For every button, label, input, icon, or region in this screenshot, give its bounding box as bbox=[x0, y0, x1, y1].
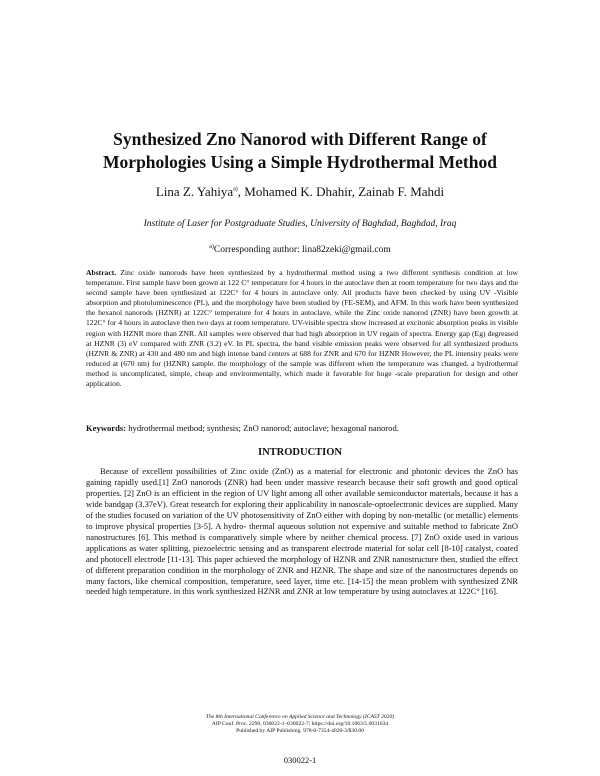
title-line-1: Synthesized Zno Nanorod with Different Range of bbox=[113, 129, 487, 149]
keywords-text: hydrothermal method; synthesis; ZnO nanorod; autoclave; hexagonal nanorod. bbox=[126, 423, 399, 433]
corr-marker: a) bbox=[209, 243, 214, 250]
abstract-text: Zinc oxide nanorods have been synthesized by a hydrothermal method using a two different synthesis condition at low temperature. First sample have been grown at 122 C° temperature for 4 hours in the autoclave then at room temperature for two days and the second sample have been synthesized at 122C° for 4 hours in autoclave only. All products have been checked by using UV -Visible absorption and photoluminescence (PL), and the morphology have been studied by (FE-SEM), and AFM. In this work have been synthesized the hexanol nanorods (HZNR) at 122C° temperature for 4 hours in autoclave, while the Zinc oxide nanorod (ZNR) have been growth at 122C° for 4 hours in autoclave then two days at room temperature. UV-visible spectra show increased at excitonic absorption peaks in visible region with HZNR more than ZNR. All samples were observed that had high absorption in UV regain of spectra. Energy gap (Eg) degreased at HZNR (3) eV compared with ZNR (3.2) eV. In PL spectra, the band visible emission peaks were observed for all synthesized products (HZNR & ZNR) at 430 and 480 nm and high intense band centers at 688 for ZNR and 670 for HZNR However, the PL intensity peaks were reduced at (670 nm) for (HZNR) sample. the morphology of the sample was different when the temperature was changed. a hydrothermal method is uncomplicated, simple, cheap and environmentally, which made it favorable for huge -scale preparation for design and other application. bbox=[86, 268, 518, 389]
affiliation: Institute of Laser for Postgraduate Studies, University of Baghdad, Baghdad, Iraq bbox=[143, 219, 457, 229]
corresponding-author bbox=[60, 244, 540, 256]
page-footer bbox=[60, 714, 540, 736]
author-others: , Mohamed K. Dhahir, Zainab F. Mahdi bbox=[237, 184, 445, 199]
intro-paragraph: Because of excellent possibilities of Zinc oxide (ZnO) as a material for electronic and photonic devices the ZnO has gaining rapidly used.[1] ZnO nanorods (ZNR) had been under massive research because their soft growth and good optical properties. [2] ZnO is an efficient in the region of UV light among all other available semiconductor materials, because it has a wide bandgap (3.37eV). Great research for exploring their applicability in nanoscale-optoelectronic devices are supplied. Many of the studies focused on variation of the UV photosensitivity of ZnO either with doping by non-metallic (or metallic) elements to improve physical properties [3-5]. A hydro- thermal aqueous solution not expensive and suitable method to fabricate ZnO nanostructures [6]. This method is comparatively simple where by neither chemical process. [7] ZnO oxide used in various applications as water splitting, piezoelectric sensing and as transparent electrode material for solar cell [8-10] catalyst, coated and photocell electrode [11-13]. This paper achieved the morphology of HZNR and ZNR nanostructure then, studied the effect of different preparation condition in the morphology of ZNR and HZNR. The shape and size of the nanostructures depends on many factors, like chemical composition, temperature, seed layer, time etc. [14-15] the mean problem with synthesized ZNR needed high temperature. in this work synthesized HZNR and ZNR at low temperature by using autoclaves at 122C° [16]. bbox=[86, 466, 518, 597]
abstract-label: Abstract. bbox=[86, 268, 117, 277]
keywords bbox=[86, 423, 518, 434]
paper-title bbox=[60, 128, 540, 174]
abstract bbox=[86, 268, 518, 389]
page-number: 030022-1 bbox=[283, 755, 317, 765]
author-first: Lina Z. Yahiya bbox=[155, 184, 234, 199]
keywords-label: Keywords: bbox=[86, 423, 127, 433]
corr-text: Corresponding author: lina82zeki@gmail.com bbox=[213, 245, 391, 255]
footer-publisher: Published by AIP Publishing. 978-0-7354-4020-3/$30.00 bbox=[236, 728, 364, 735]
author-first-marker: a) bbox=[233, 186, 238, 193]
section-heading: INTRODUCTION bbox=[257, 447, 342, 458]
author-list bbox=[60, 184, 540, 200]
title-line-2: Morphologies Using a Simple Hydrothermal Method bbox=[103, 152, 497, 172]
footer-proceedings: AIP Conf. Proc. 2290, 030022-1–030022-7; https://doi.org/10.1063/5.0031634 bbox=[211, 721, 389, 728]
footer-conference: The 8th International Conference on Applied Science and Technology (ICAST 2020) bbox=[205, 714, 395, 720]
